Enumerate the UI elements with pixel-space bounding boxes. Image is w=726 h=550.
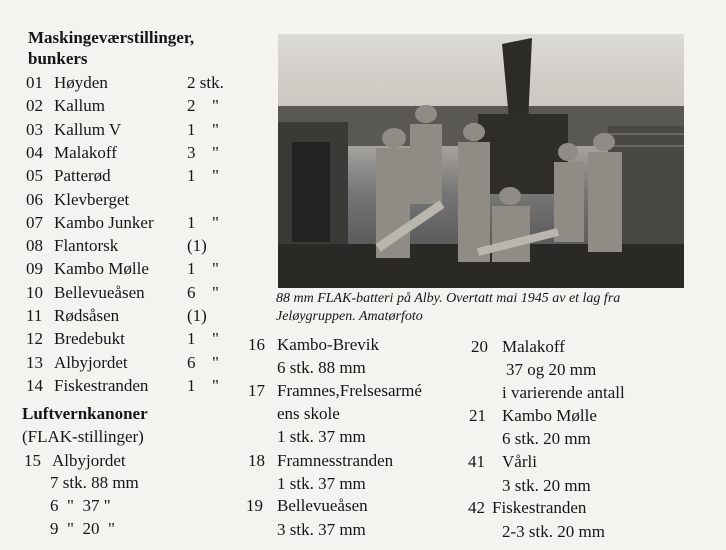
photo-illustration xyxy=(278,34,684,288)
bunker-row xyxy=(22,190,237,212)
entry-42-name: Fiskestranden xyxy=(492,498,587,517)
bunker-row xyxy=(22,213,237,235)
bunker-row xyxy=(22,120,237,142)
entry-17-name: Framnes,Frelsesarmé xyxy=(277,381,422,400)
entry-15-line2: 6 " 37 " xyxy=(50,496,111,515)
bunker-number: 04 xyxy=(26,142,43,162)
bunker-row xyxy=(22,236,237,258)
bunker-ditto: " xyxy=(212,142,219,162)
bunker-name: Rødsåsen xyxy=(54,306,120,325)
bunker-quantity: 1 xyxy=(187,166,196,186)
bunker-quantity: 1 xyxy=(187,212,196,232)
entry-16-num: 16 xyxy=(248,335,265,354)
entry-19-num: 19 xyxy=(246,496,263,515)
bunker-name: Kallum V xyxy=(54,119,122,139)
bunker-name: Patterød xyxy=(54,166,111,186)
entry-17-name2: ens skole xyxy=(277,404,340,423)
bunker-name: Kambo Mølle xyxy=(54,259,149,279)
bunker-quantity: 6 xyxy=(187,282,196,302)
bunker-quantity: 1 xyxy=(187,119,196,139)
bunker-quantity: 1 xyxy=(187,329,196,349)
bunker-row xyxy=(22,329,237,351)
entry-19-name: Bellevueåsen xyxy=(277,496,368,515)
bunker-quantity: 3 xyxy=(187,142,196,162)
bunker-quantity: (1) xyxy=(187,236,207,256)
entry-15-name: Albyjordet xyxy=(52,451,126,470)
entry-20-num: 20 xyxy=(471,337,488,356)
bunker-name: Flantorsk xyxy=(54,236,119,256)
bunker-row xyxy=(22,143,237,165)
entry-41-num: 41 xyxy=(468,452,485,471)
bunker-quantity: 1 xyxy=(187,375,196,395)
entry-20-name: Malakoff xyxy=(502,337,565,356)
entry-21-num: 21 xyxy=(469,406,486,425)
bunker-name: Kambo Junker xyxy=(54,212,154,232)
entry-20-line2: i varierende antall xyxy=(502,383,625,402)
bunker-number: 01 xyxy=(26,73,43,92)
entry-21-line1: 6 stk. 20 mm xyxy=(502,429,591,448)
bunker-number: 11 xyxy=(26,306,43,325)
bunker-ditto: " xyxy=(212,119,219,139)
bunker-row xyxy=(22,259,237,281)
bunker-name: Klevberget xyxy=(54,189,130,209)
bunker-quantity: (1) xyxy=(187,306,207,325)
bunker-name: Kallum xyxy=(54,96,105,116)
entry-18-name: Framnesstranden xyxy=(277,451,394,470)
entry-16-line1: 6 stk. 88 mm xyxy=(277,358,366,377)
bunker-quantity: 2 stk. xyxy=(187,73,224,92)
bunker-ditto: " xyxy=(212,212,219,232)
bunker-number: 07 xyxy=(26,212,43,232)
bunker-ditto: " xyxy=(212,375,219,395)
bunker-ditto: " xyxy=(212,259,219,279)
bunker-row xyxy=(22,166,237,188)
entry-18-line1: 1 stk. 37 mm xyxy=(277,474,366,493)
bunker-ditto: " xyxy=(212,166,219,186)
bunker-row xyxy=(22,353,237,375)
bunker-name: Fiskestranden xyxy=(54,375,149,395)
bunker-name: Bellevueåsen xyxy=(54,282,145,302)
bunker-row xyxy=(22,376,237,398)
bunker-row xyxy=(22,96,237,118)
entry-41-line1: 3 stk. 20 mm xyxy=(502,476,591,495)
flak-battery-photo xyxy=(278,34,684,288)
flak-title: Luftvernkanoner xyxy=(22,404,148,423)
bunkers-title-2: bunkers xyxy=(28,49,88,68)
entry-17-num: 17 xyxy=(248,381,265,400)
bunker-number: 12 xyxy=(26,329,43,349)
photo-caption-line1: 88 mm FLAK-batteri på Alby. Overtatt mai 1945 av et lag fra xyxy=(276,291,621,306)
bunker-quantity: 2 xyxy=(187,96,196,116)
entry-18-num: 18 xyxy=(248,451,265,470)
bunker-row xyxy=(22,306,237,328)
bunker-number: 10 xyxy=(26,282,43,302)
entry-19-line1: 3 stk. 37 mm xyxy=(277,520,366,539)
bunker-ditto: " xyxy=(212,282,219,302)
bunker-number: 08 xyxy=(26,236,43,256)
entry-15-line3: 9 " 20 " xyxy=(50,519,115,538)
bunker-name: Høyden xyxy=(54,73,108,92)
bunker-number: 13 xyxy=(26,352,43,372)
bunker-ditto: " xyxy=(212,329,219,349)
entry-17-line1: 1 stk. 37 mm xyxy=(277,427,366,446)
bunker-ditto: " xyxy=(212,352,219,372)
bunker-row xyxy=(22,73,237,95)
entry-42-line1: 2-3 stk. 20 mm xyxy=(502,522,605,541)
entry-42-num: 42 xyxy=(468,498,485,517)
bunker-number: 14 xyxy=(26,375,43,395)
bunker-ditto: " xyxy=(212,96,219,116)
entry-20-line1: 37 og 20 mm xyxy=(506,360,597,379)
bunker-name: Malakoff xyxy=(54,142,117,162)
bunker-quantity: 6 xyxy=(187,352,196,372)
flak-subtitle: (FLAK-stillinger) xyxy=(22,427,144,446)
bunker-number: 06 xyxy=(26,189,43,209)
entry-15-line1: 7 stk. 88 mm xyxy=(50,473,139,492)
bunker-quantity: 1 xyxy=(187,259,196,279)
entry-21-name: Kambo Mølle xyxy=(502,406,597,425)
bunkers-title: Maskingeværstillinger, xyxy=(28,28,195,47)
photo-caption-line2: Jeløygruppen. Amatørfoto xyxy=(276,309,423,324)
bunker-number: 03 xyxy=(26,119,43,139)
bunker-number: 05 xyxy=(26,166,43,186)
entry-15-num: 15 xyxy=(24,451,41,470)
bunker-row xyxy=(22,283,237,305)
bunker-name: Bredebukt xyxy=(54,329,125,349)
bunker-name: Albyjordet xyxy=(54,352,128,372)
entry-16-name: Kambo-Brevik xyxy=(277,335,379,354)
entry-41-name: Vårli xyxy=(502,452,537,471)
bunker-number: 02 xyxy=(26,96,43,116)
bunker-number: 09 xyxy=(26,259,43,279)
